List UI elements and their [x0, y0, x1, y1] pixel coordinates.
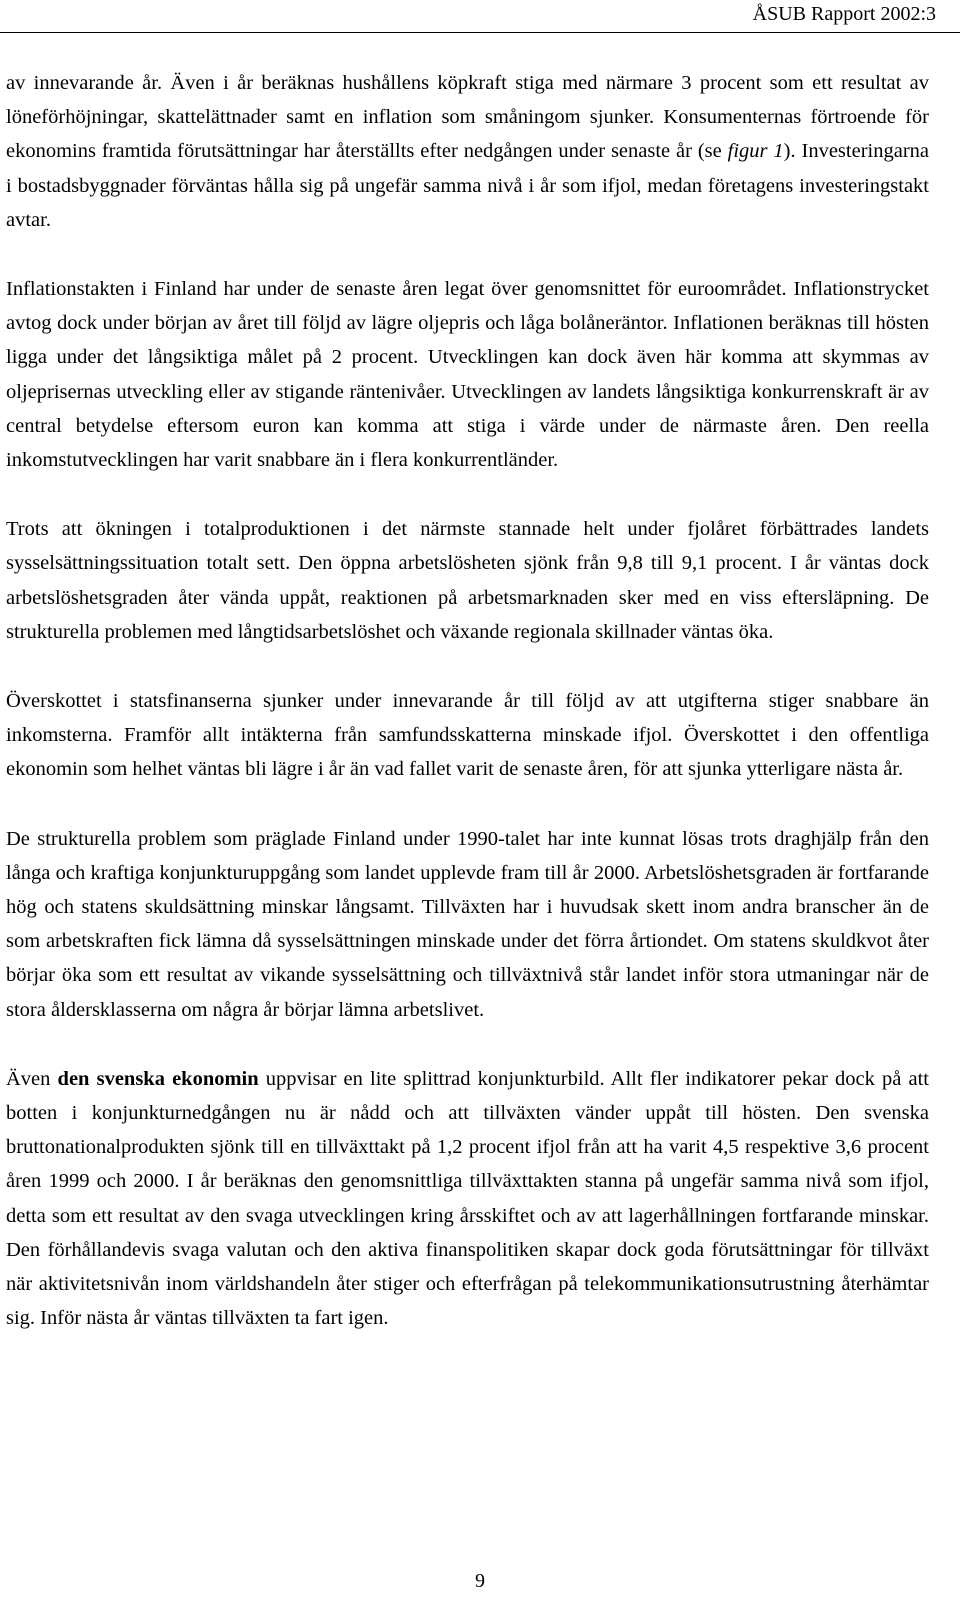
paragraph-text: Även [6, 1067, 58, 1090]
header-rule [0, 32, 960, 33]
paragraph-household [6, 66, 929, 237]
paragraph-inflation: Inflationstakten i Finland har under de senaste åren legat över genomsnittet för euroområdet. Inflationstrycket avtog dock under början av året till följd av lägre oljepris och låga bolåneräntor. Inflationen beräknas till hösten ligga under det långsiktiga målet på 2 procent. Utvecklingen kan dock även här komma att skymmas av oljeprisernas utveckling eller av stigande räntenivåer. Utvecklingen av landets långsiktiga konkurrenskraft är av central betydelse eftersom euron kan komma att stiga i värde under de närmaste åren. Den reella inkomstutvecklingen har varit snabbare än i flera konkurrentländer. [6, 278, 929, 472]
page-number: 9 [475, 1570, 485, 1592]
page-header [0, 0, 960, 34]
paragraph-text: av innevarande år. Även i år beräknas hushållens köpkraft stiga med närmare 3 procent som ett resultat av löneförhöjningar, skattelättnader samt en inflation som småningom sjunker. Konsumenternas förtroende för ekonomins framtida förutsättningar har återställts efter nedgången under senaste år (se [6, 72, 929, 163]
paragraph-structural-problems: De strukturella problem som präglade Finland under 1990-talet har inte kunnat lösas trots draghjälp från den långa och kraftiga konjunkturuppgång som landet upplevde fram till år 2000. Arbetslöshetsgraden är fortfarande hög och statens skuldsättning minskar långsamt. Tillväxten har i huvudsak skett inom andra branscher än de som arbetskraften fick lämna då sysselsättningen minskade under det förra årtiondet. Om statens skuldkvot åter börjar öka som ett resultat av vikande sysselsättning och tillväxtnivå står landet inför stora utmaningar när de stora åldersklasserna om några år börjar lämna arbetslivet. [6, 827, 929, 1021]
figure-reference: figur 1 [727, 140, 784, 163]
paragraph-text: ). Investeringarna i bostadsbyggnader förväntas hålla sig på ungefär samma nivå i år som ifjol, medan företagens investeringstakt avtar. [6, 140, 930, 231]
paragraph-public-finances: Överskottet i statsfinanserna sjunker under innevarande år till följd av att utgifterna stiger snabbare än inkomsterna. Framför allt intäkterna från samfundsskatterna minskade ifjol. Överskottet i den offentliga ekonomin som helhet väntas bli lägre i år än vad fallet varit de senaste åren, för att sjunka ytterligare nästa år. [6, 690, 929, 781]
paragraph-employment: Trots att ökningen i totalproduktionen i det närmste stannade helt under fjolåret förbättrades landets sysselsättningssituation totalt sett. Den öppna arbetslösheten sjönk från 9,8 till 9,1 procent. I år väntas dock arbetslöshetsgraden åter vända uppåt, reaktionen på arbetsmarknaden sker med en viss eftersläpning. De strukturella problemen med långtidsarbetslöshet och växande regionala skillnader väntas öka. [6, 518, 929, 643]
page-body [6, 66, 929, 1336]
emphasis-swedish-economy: den svenska ekonomin [57, 1067, 259, 1090]
report-title: ÅSUB Rapport 2002:3 [752, 3, 936, 25]
paragraph-swedish-economy [6, 1062, 929, 1336]
paragraph-text: uppvisar en lite splittrad konjunkturbild. Allt fler indikatorer pekar dock på att botten i konjunkturnedgången nu är nådd och att tillväxten vänder uppåt till hösten. Den svenska bruttonationalprodukten sjönk till en tillväxttakt på 1,2 procent ifjol från att ha varit 4,5 respektive 3,6 procent åren 1999 och 2000. I år beräknas den genomsnittliga tillväxttakten stanna på ungefär samma nivå som ifjol, detta som ett resultat av den svaga utvecklingen kring årsskiftet och av att lagerhållningen fortfarande minskar. Den förhållandevis svaga valutan och den aktiva finanspolitiken skapar dock goda förutsättningar för tillväxt när aktivitetsnivån inom världshandeln åter stiger och efterfrågan på telekommunikationsutrustning återhämtar sig. Inför nästa år väntas tillväxten ta fart igen. [6, 1067, 929, 1330]
